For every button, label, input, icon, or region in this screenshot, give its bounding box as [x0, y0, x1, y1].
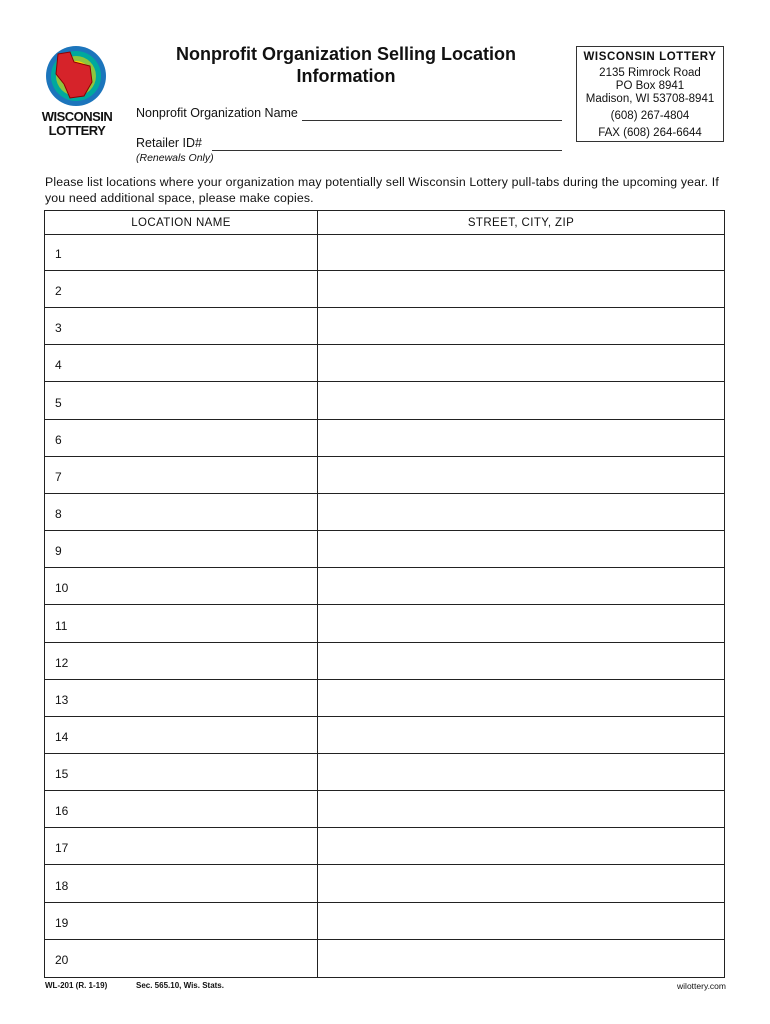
table-row — [45, 717, 724, 754]
table-row — [45, 940, 724, 977]
header-street-city-zip: STREET, CITY, ZIP — [467, 217, 575, 229]
row-number: 11 — [55, 618, 68, 633]
location-name-cell[interactable] — [45, 308, 317, 344]
location-name-cell[interactable] — [45, 606, 317, 642]
location-name-cell[interactable] — [45, 234, 317, 270]
row-number: 19 — [55, 915, 69, 930]
row-number: 15 — [55, 767, 69, 782]
form-title-line1: Nonprofit Organization Selling Location — [176, 44, 516, 64]
row-number: 4 — [55, 358, 62, 373]
locations-table — [44, 210, 725, 978]
row-number: 10 — [55, 581, 69, 596]
location-name-cell[interactable] — [45, 568, 317, 604]
street-city-zip-cell[interactable] — [318, 828, 724, 864]
street-city-zip-cell[interactable] — [318, 234, 724, 270]
location-name-cell[interactable] — [45, 717, 317, 753]
location-name-cell[interactable] — [45, 754, 317, 790]
address-fax: FAX (608) 264-6644 — [598, 127, 702, 139]
table-row — [45, 568, 724, 605]
retailer-id-label: Retailer ID# — [136, 136, 202, 150]
form-title — [140, 43, 552, 87]
street-city-zip-cell[interactable] — [318, 271, 724, 307]
street-city-zip-cell[interactable] — [318, 457, 724, 493]
street-city-zip-cell[interactable] — [318, 420, 724, 456]
location-name-cell[interactable] — [45, 494, 317, 530]
location-name-cell[interactable] — [45, 345, 317, 381]
street-city-zip-cell[interactable] — [318, 754, 724, 790]
address-phone: (608) 267-4804 — [610, 110, 690, 122]
table-row — [45, 271, 724, 308]
row-number: 9 — [55, 544, 62, 559]
lottery-rainbow-icon — [40, 44, 114, 110]
location-name-cell[interactable] — [45, 271, 317, 307]
street-city-zip-cell[interactable] — [318, 903, 724, 939]
address-po-box: PO Box 8941 — [615, 80, 685, 92]
table-row — [45, 420, 724, 457]
table-row — [45, 643, 724, 680]
table-row — [45, 308, 724, 345]
row-number: 8 — [55, 507, 62, 522]
form-id: WL-201 (R. 1-19) — [45, 981, 108, 990]
location-name-cell[interactable] — [45, 383, 317, 419]
table-row — [45, 234, 724, 271]
street-city-zip-cell[interactable] — [318, 717, 724, 753]
row-number: 7 — [55, 469, 62, 484]
address-city: Madison, WI 53708-8941 — [585, 93, 715, 105]
table-row — [45, 531, 724, 568]
row-number: 2 — [55, 284, 62, 299]
table-row — [45, 494, 724, 531]
street-city-zip-cell[interactable] — [318, 866, 724, 902]
location-name-cell[interactable] — [45, 940, 317, 976]
table-row — [45, 866, 724, 903]
location-name-cell[interactable] — [45, 420, 317, 456]
row-number: 6 — [55, 432, 62, 447]
row-number: 3 — [55, 321, 62, 336]
table-row — [45, 903, 724, 940]
street-city-zip-cell[interactable] — [318, 940, 724, 976]
retailer-id-field[interactable] — [212, 150, 562, 151]
row-number: 13 — [55, 692, 69, 707]
address-street: 2135 Rimrock Road — [599, 67, 701, 79]
renewals-note: (Renewals Only) — [136, 152, 214, 164]
row-number: 17 — [55, 841, 69, 856]
logo-text-lottery: LOTTERY — [48, 123, 106, 138]
website: wilottery.com — [677, 981, 726, 991]
row-number: 5 — [55, 395, 62, 410]
org-name-label: Nonprofit Organization Name — [136, 106, 298, 120]
location-name-cell[interactable] — [45, 791, 317, 827]
row-number: 1 — [55, 247, 62, 261]
street-city-zip-cell[interactable] — [318, 568, 724, 604]
location-name-cell[interactable] — [45, 457, 317, 493]
table-row — [45, 828, 724, 865]
form-title-line2: Information — [296, 66, 396, 86]
street-city-zip-cell[interactable] — [318, 383, 724, 419]
address-org: WISCONSIN LOTTERY — [583, 51, 717, 63]
lottery-address-box — [576, 46, 724, 142]
row-number: 20 — [55, 952, 69, 967]
street-city-zip-cell[interactable] — [318, 791, 724, 827]
street-city-zip-cell[interactable] — [318, 345, 724, 381]
instructions-text: Please list locations where your organization may potentially sell Wisconsin Lottery pull-tabs during the upcoming year. If you need additional space, please make copies. — [45, 175, 719, 205]
street-city-zip-cell[interactable] — [318, 606, 724, 642]
street-city-zip-cell[interactable] — [318, 531, 724, 567]
location-name-cell[interactable] — [45, 643, 317, 679]
wisconsin-lottery-logo — [40, 44, 114, 140]
street-city-zip-cell[interactable] — [318, 643, 724, 679]
row-number: 14 — [55, 729, 69, 744]
table-row — [45, 791, 724, 828]
location-name-cell[interactable] — [45, 866, 317, 902]
table-row — [45, 606, 724, 643]
table-header — [45, 211, 724, 235]
location-name-cell[interactable] — [45, 828, 317, 864]
org-name-field[interactable] — [302, 120, 562, 121]
row-number: 12 — [55, 655, 69, 670]
location-name-cell[interactable] — [45, 680, 317, 716]
table-row — [45, 383, 724, 420]
table-row — [45, 457, 724, 494]
table-row — [45, 345, 724, 382]
table-row — [45, 754, 724, 791]
location-name-cell[interactable] — [45, 903, 317, 939]
statute-ref: Sec. 565.10, Wis. Stats. — [136, 981, 224, 990]
table-row — [45, 680, 724, 717]
header-location-name: LOCATION NAME — [131, 217, 231, 229]
row-number: 16 — [55, 804, 69, 819]
street-city-zip-cell[interactable] — [318, 308, 724, 344]
logo-text-wisconsin: WISCONSIN — [41, 109, 113, 124]
street-city-zip-cell[interactable] — [318, 494, 724, 530]
street-city-zip-cell[interactable] — [318, 680, 724, 716]
row-number: 18 — [55, 878, 69, 893]
location-name-cell[interactable] — [45, 531, 317, 567]
